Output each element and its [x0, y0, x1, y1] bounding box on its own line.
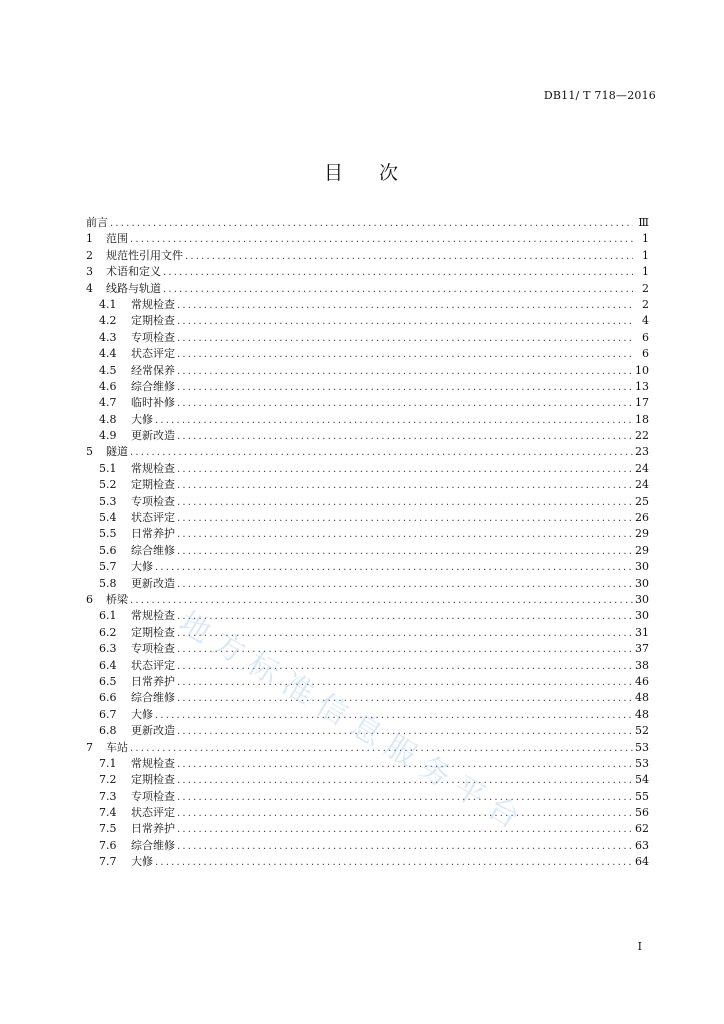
toc-entry-page: 24	[635, 461, 649, 475]
toc-entry-page: 29	[635, 527, 649, 541]
toc-entry-label: 常规检查	[131, 609, 175, 623]
toc-entry-label: 桥梁	[106, 592, 128, 606]
toc-entry-page: 13	[635, 379, 649, 393]
toc-entry-label: 常规检查	[131, 297, 175, 311]
toc-entry-page: 63	[635, 838, 649, 852]
toc-leader-dots	[177, 724, 633, 740]
toc-entry-number: 7	[86, 740, 93, 754]
toc-entry[interactable]	[86, 576, 649, 592]
watermark: 地方标准信息服务平台	[172, 604, 534, 841]
toc-entry[interactable]	[86, 412, 649, 428]
toc-entry-label: 更新改造	[131, 724, 175, 738]
toc-entry[interactable]	[86, 444, 649, 460]
toc-leader-dots	[177, 511, 633, 527]
toc-entry-label: 状态评定	[131, 511, 175, 525]
toc-entry-label: 隧道	[106, 445, 128, 459]
toc-entry-page: 10	[635, 363, 649, 377]
toc-entry[interactable]	[86, 248, 649, 264]
toc-leader-dots	[177, 609, 633, 625]
toc-leader-dots	[177, 642, 633, 658]
toc-entry-label: 综合维修	[131, 543, 175, 557]
document-code: DB11/ T 718—2016	[543, 89, 656, 102]
toc-entry-label: 定期检查	[131, 314, 175, 328]
toc-entry-number: 5.2	[99, 478, 117, 492]
toc-entry-page: 48	[635, 691, 649, 705]
toc-entry-label: 定期检查	[131, 773, 175, 787]
toc-entry[interactable]	[86, 756, 649, 772]
toc-leader-dots	[185, 249, 633, 265]
toc-entry-number: 4.1	[99, 297, 117, 311]
toc-entry-number: 5.5	[99, 527, 117, 541]
toc-entry[interactable]	[86, 461, 649, 477]
toc-entry-label: 大修	[131, 560, 153, 574]
toc-entry-number: 5.1	[99, 461, 117, 475]
toc-entry-page: 31	[635, 625, 649, 639]
toc-entry-number: 7.1	[99, 756, 117, 770]
toc-entry-number: 6.3	[99, 642, 117, 656]
toc-entry-page: 62	[635, 822, 649, 836]
toc-entry-page: 37	[635, 642, 649, 656]
toc-entry[interactable]	[86, 838, 649, 854]
toc-leader-dots	[155, 560, 633, 576]
toc-entry-page: 6	[642, 330, 649, 344]
toc-leader-dots	[163, 265, 633, 281]
toc-entry-label: 状态评定	[131, 658, 175, 672]
toc-entry[interactable]	[86, 772, 649, 788]
toc-title	[0, 158, 724, 185]
toc-entry[interactable]	[86, 641, 649, 657]
toc-entry-label: 定期检查	[131, 478, 175, 492]
toc-entry-number: 3	[86, 265, 93, 279]
toc-leader-dots	[177, 478, 633, 494]
toc-entry-number: 1	[86, 232, 93, 246]
toc-leader-dots	[130, 741, 633, 757]
toc-entry-number: 2	[86, 248, 93, 262]
toc-entry-number: 5.4	[99, 511, 117, 525]
toc-entry-page: 17	[635, 396, 649, 410]
toc-leader-dots	[177, 822, 633, 838]
toc-entry[interactable]	[86, 231, 649, 247]
toc-entry-number: 4.8	[99, 412, 117, 426]
toc-leader-dots	[177, 462, 633, 478]
toc-leader-dots	[177, 757, 633, 773]
toc-leader-dots	[110, 216, 633, 232]
toc-entry-number: 4.4	[99, 347, 117, 361]
toc-entry-number: 5	[86, 445, 93, 459]
toc-entry-label: 常规检查	[131, 461, 175, 475]
toc-entry-page: 22	[635, 429, 649, 443]
toc-entry-number: 4.2	[99, 314, 117, 328]
toc-leader-dots	[177, 577, 633, 593]
toc-entry-page: 26	[635, 511, 649, 525]
toc-entry[interactable]	[86, 215, 649, 231]
toc-entry-number: 5.3	[99, 494, 117, 508]
toc-entry-number: 7.6	[99, 838, 117, 852]
toc-entry-number: 4.5	[99, 363, 117, 377]
toc-leader-dots	[177, 429, 633, 445]
toc-entry-label: 规范性引用文件	[106, 248, 183, 262]
toc-entry[interactable]	[86, 346, 649, 362]
toc-entry[interactable]	[86, 395, 649, 411]
toc-entry[interactable]	[86, 723, 649, 739]
toc-entry-number: 5.8	[99, 576, 117, 590]
toc-entry-number: 6.6	[99, 691, 117, 705]
toc-entry-label: 日常养护	[131, 527, 175, 541]
toc-entry-label: 定期检查	[131, 625, 175, 639]
toc-entry[interactable]	[86, 821, 649, 837]
toc-entry-number: 7.7	[99, 855, 117, 869]
toc-entry-number: 4.7	[99, 396, 117, 410]
toc-entry-label: 线路与轨道	[106, 281, 161, 295]
toc-entry-number: 4.6	[99, 379, 117, 393]
toc-entry-page: 55	[635, 789, 649, 803]
toc-entry-page: 29	[635, 543, 649, 557]
toc-entry-page: 48	[635, 707, 649, 721]
toc-leader-dots	[177, 544, 633, 560]
toc-entry-label: 日常养护	[131, 822, 175, 836]
toc-leader-dots	[177, 626, 633, 642]
toc-entry-number: 5.7	[99, 560, 117, 574]
toc-leader-dots	[155, 855, 633, 871]
toc-entry[interactable]	[86, 625, 649, 641]
toc-leader-dots	[177, 773, 633, 789]
toc-entry-number: 6.1	[99, 609, 117, 623]
toc-entry[interactable]	[86, 510, 649, 526]
toc-entry[interactable]	[86, 281, 649, 297]
toc-entry-page: 1	[642, 232, 649, 246]
toc-entry[interactable]	[86, 854, 649, 870]
toc-entry[interactable]	[86, 379, 649, 395]
toc-entry-page: 1	[642, 265, 649, 279]
toc-entry-label: 更新改造	[131, 429, 175, 443]
toc-leader-dots	[130, 445, 633, 461]
toc-entry[interactable]	[86, 363, 649, 379]
toc-leader-dots	[177, 659, 633, 675]
toc-entry-page: 1	[642, 248, 649, 262]
toc-entry[interactable]	[86, 297, 649, 313]
toc-entry-label: 专项检查	[131, 789, 175, 803]
toc-entry-page: 30	[635, 560, 649, 574]
toc-leader-dots	[177, 495, 633, 511]
toc-entry-label: 大修	[131, 855, 153, 869]
toc-entry[interactable]	[86, 740, 649, 756]
toc-entry-label: 经常保养	[131, 363, 175, 377]
toc-leader-dots	[155, 413, 633, 429]
toc-entry[interactable]	[86, 494, 649, 510]
page-number: I	[637, 940, 642, 953]
toc-entry[interactable]	[86, 330, 649, 346]
toc-entry-number: 7.5	[99, 822, 117, 836]
toc-leader-dots	[177, 790, 633, 806]
toc-entry-number: 7.2	[99, 773, 117, 787]
toc-entry[interactable]	[86, 477, 649, 493]
toc-entry-label: 车站	[106, 740, 128, 754]
toc-entry-label: 专项检查	[131, 642, 175, 656]
toc-entry-page: 2	[642, 297, 649, 311]
toc-entry-number: 6.2	[99, 625, 117, 639]
toc-entry[interactable]	[86, 559, 649, 575]
toc-entry[interactable]	[86, 805, 649, 821]
toc-entry-number: 6.5	[99, 674, 117, 688]
toc-entry-number: 4.3	[99, 330, 117, 344]
toc-entry-page: 53	[635, 740, 649, 754]
toc-entry-label: 更新改造	[131, 576, 175, 590]
toc-entry-label: 日常养护	[131, 674, 175, 688]
toc-entry-page: 54	[635, 773, 649, 787]
toc-entry-page: 56	[635, 806, 649, 820]
toc-leader-dots	[177, 527, 633, 543]
toc-leader-dots	[130, 232, 633, 248]
toc-leader-dots	[163, 282, 633, 298]
toc-entry[interactable]	[86, 592, 649, 608]
toc-entry-page: 24	[635, 478, 649, 492]
toc-leader-dots	[177, 364, 633, 380]
toc-entry[interactable]	[86, 789, 649, 805]
toc-entry[interactable]	[86, 707, 649, 723]
toc-entry-number: 5.6	[99, 543, 117, 557]
toc-entry-page: 2	[642, 281, 649, 295]
toc-entry[interactable]	[86, 264, 649, 280]
toc-entry-label: 专项检查	[131, 494, 175, 508]
toc-leader-dots	[177, 314, 633, 330]
toc-title-right: 次	[379, 162, 401, 184]
toc-entry-number: 6.7	[99, 707, 117, 721]
toc-entry-label: 状态评定	[131, 806, 175, 820]
toc-entry-page: 6	[642, 347, 649, 361]
toc-entry[interactable]	[86, 543, 649, 559]
toc-entry-number: 6	[86, 592, 93, 606]
toc-entry-page: 23	[635, 445, 649, 459]
toc-entry-label: 术语和定义	[106, 265, 161, 279]
toc-leader-dots	[130, 593, 633, 609]
toc-leader-dots	[177, 691, 633, 707]
toc-entry-label: 综合维修	[131, 838, 175, 852]
toc-entry-page: 4	[642, 314, 649, 328]
table-of-contents	[86, 215, 649, 871]
toc-entry-page: 30	[635, 592, 649, 606]
toc-entry[interactable]	[86, 674, 649, 690]
toc-leader-dots	[177, 675, 633, 691]
toc-entry-label: 前言	[86, 216, 108, 229]
toc-entry-number: 6.4	[99, 658, 117, 672]
toc-entry-label: 常规检查	[131, 756, 175, 770]
toc-entry-number: 6.8	[99, 724, 117, 738]
toc-entry-number: 7.3	[99, 789, 117, 803]
toc-leader-dots	[177, 380, 633, 396]
toc-entry[interactable]	[86, 526, 649, 542]
toc-entry-page: 25	[635, 494, 649, 508]
toc-leader-dots	[177, 347, 633, 363]
toc-entry-page: Ⅲ	[638, 216, 649, 229]
toc-leader-dots	[177, 298, 633, 314]
toc-entry-page: 30	[635, 609, 649, 623]
toc-entry-page: 30	[635, 576, 649, 590]
toc-leader-dots	[177, 396, 633, 412]
toc-entry-number: 4	[86, 281, 93, 295]
toc-entry-page: 53	[635, 756, 649, 770]
toc-entry-label: 综合维修	[131, 691, 175, 705]
toc-entry[interactable]	[86, 313, 649, 329]
toc-entry-page: 64	[635, 855, 649, 869]
toc-entry[interactable]	[86, 428, 649, 444]
toc-leader-dots	[177, 839, 633, 855]
toc-entry[interactable]	[86, 608, 649, 624]
toc-entry-label: 大修	[131, 412, 153, 426]
toc-entry-label: 综合维修	[131, 379, 175, 393]
toc-title-left: 目	[323, 162, 345, 184]
toc-entry-label: 临时补修	[131, 396, 175, 410]
toc-entry-number: 4.9	[99, 429, 117, 443]
toc-entry-label: 范围	[106, 232, 128, 246]
toc-entry-page: 38	[635, 658, 649, 672]
toc-entry-number: 7.4	[99, 806, 117, 820]
toc-entry-page: 52	[635, 724, 649, 738]
toc-leader-dots	[155, 708, 633, 724]
toc-entry-label: 状态评定	[131, 347, 175, 361]
toc-entry-page: 46	[635, 674, 649, 688]
toc-entry[interactable]	[86, 658, 649, 674]
toc-entry-label: 专项检查	[131, 330, 175, 344]
toc-leader-dots	[177, 331, 633, 347]
toc-entry-page: 18	[635, 412, 649, 426]
toc-entry-label: 大修	[131, 707, 153, 721]
toc-entry[interactable]	[86, 690, 649, 706]
toc-leader-dots	[177, 806, 633, 822]
